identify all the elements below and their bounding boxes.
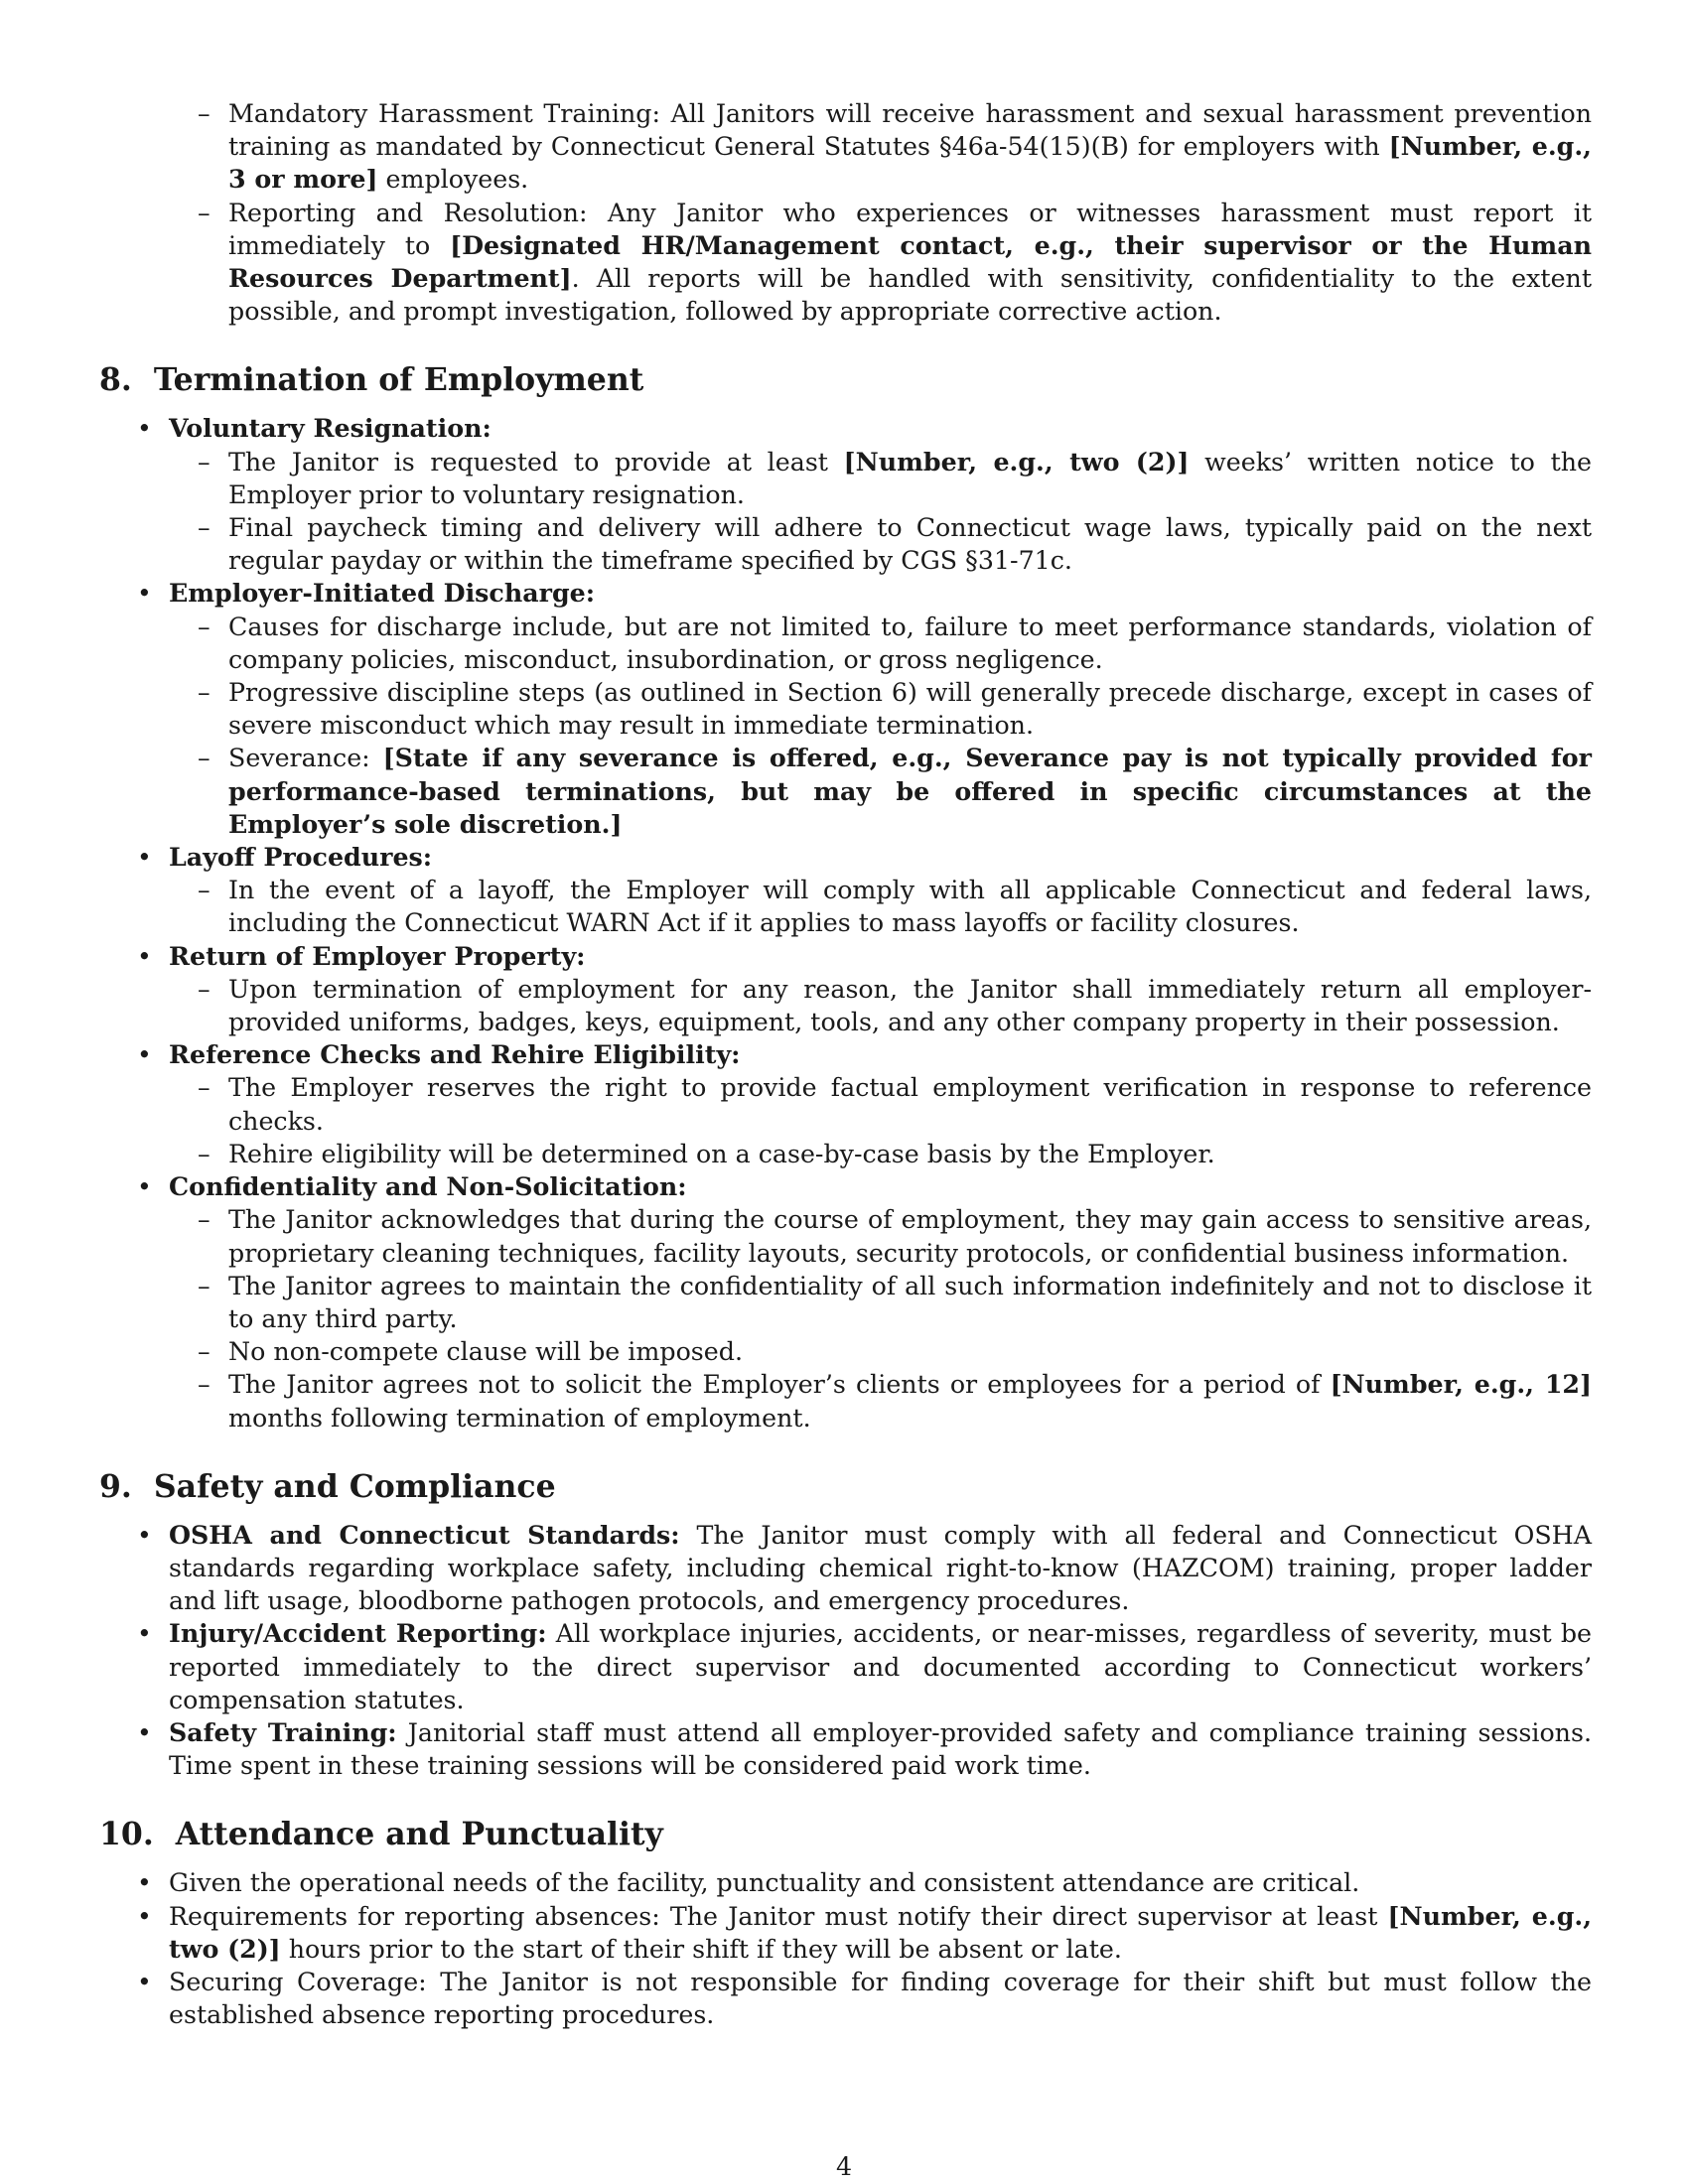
list-item: – Severance: [State if any severance is offered, e.g., Severance pay is not typically provided for performance-based terminations, but may be offered in specific circumstances at the Employer’s sole discretion.] xyxy=(169,742,1592,841)
section-9-heading: 9. Safety and Compliance xyxy=(99,1467,556,1505)
document-page xyxy=(99,97,1592,2031)
list-item: • OSHA and Connecticut Standards: The Janitor must comply with all federal and Connecticut OSHA standards regarding workplace safety, including chemical right-to-know (HAZCOM) training, proper ladder and lift usage, bloodborne pathogen protocols, and emergency procedures. xyxy=(99,1519,1592,1618)
page-number: 4 xyxy=(835,2152,853,2181)
list-item: – Final paycheck timing and delivery will adhere to Connecticut wage laws, typically paid on the next regular payday or within the timeframe specified by CGS §31-71c. xyxy=(169,511,1592,577)
list-item: • Securing Coverage: The Janitor is not responsible for finding coverage for their shift but must follow the established absence reporting procedures. xyxy=(99,1966,1592,2031)
list-item: – The Janitor agrees not to solicit the Employer’s clients or employees for a period of [Number, e.g., 12] months following termination of employment. xyxy=(169,1368,1592,1433)
list-item: • Voluntary Resignation: – The Janitor is requested to provide at least [Number, e.g., two (2)] weeks’ written notice to the Employer prior to voluntary resignation. – Final paycheck timing and delivery will adhere to Connecticut wage laws, typically paid on the next regular payday or within the timeframe specified by CGS §31-71c. xyxy=(99,412,1592,577)
list-item: • Reference Checks and Rehire Eligibility: – The Employer reserves the right to provide factual employment verification in response to reference checks. – Rehire eligibility will be determined on a case-by-case basis by the Employer. xyxy=(99,1038,1592,1170)
section-8-list xyxy=(99,412,1592,1433)
list-item: – Reporting and Resolution: Any Janitor who experiences or witnesses harassment must report it immediately to [Designated HR/Management contact, e.g., their supervisor or the Human Resources Department]. All reports will be handled with sensitivity, confidentiality to the extent possible, and prompt investigation, followed by appropriate corrective action. xyxy=(99,197,1592,329)
list-item: – The Janitor is requested to provide at least [Number, e.g., two (2)] weeks’ written notice to the Employer prior to voluntary resignation. xyxy=(169,446,1592,511)
list-item: – Progressive discipline steps (as outlined in Section 6) will generally precede discharge, except in cases of severe misconduct which may result in immediate termination. xyxy=(169,676,1592,742)
section-10-list xyxy=(99,1866,1592,2031)
list-item: – Upon termination of employment for any reason, the Janitor shall immediately return all employer-provided uniforms, badges, keys, equipment, tools, and any other company property in their possession. xyxy=(169,973,1592,1038)
list-item: – Rehire eligibility will be determined on a case-by-case basis by the Employer. xyxy=(169,1138,1592,1170)
list-item: • Confidentiality and Non-Solicitation: – The Janitor acknowledges that during the course of employment, they may gain access to sensitive areas, proprietary cleaning techniques, facility layouts, security protocols, or confidential business information. – The Janitor agrees to maintain the confidentiality of all such information indefinitely and not to disclose it to any third party. – No non-compete clause will be imposed. – The Janitor agrees not to solicit the Employer’s clients or employees for a period of [Number, e.g., 12] months following termination of employment. xyxy=(99,1170,1592,1434)
section-10-heading: 10. Attendance and Punctuality xyxy=(99,1816,663,1853)
list-item: • Safety Training: Janitorial staff must attend all employer-provided safety and compliance training sessions. Time spent in these training sessions will be considered paid work time. xyxy=(99,1716,1592,1782)
list-item: – Causes for discharge include, but are not limited to, failure to meet performance standards, violation of company policies, misconduct, insubordination, or gross negligence. xyxy=(169,611,1592,676)
list-item: – No non-compete clause will be imposed. xyxy=(169,1335,1592,1368)
harassment-sub-list xyxy=(99,97,1592,328)
list-item: – The Janitor agrees to maintain the confidentiality of all such information indefinitely and not to disclose it to any third party. xyxy=(169,1270,1592,1335)
list-item: – The Janitor acknowledges that during the course of employment, they may gain access to sensitive areas, proprietary cleaning techniques, facility layouts, security protocols, or confidential business information. xyxy=(169,1203,1592,1269)
section-9-list xyxy=(99,1519,1592,1783)
list-item: – Mandatory Harassment Training: All Janitors will receive harassment and sexual harassment prevention training as mandated by Connecticut General Statutes §46a-54(15)(B) for employers with [Number, e.g., 3 or more] employees. xyxy=(99,97,1592,197)
list-item: • Layoff Procedures: – In the event of a layoff, the Employer will comply with all applicable Connecticut and federal laws, including the Connecticut WARN Act if it applies to mass layoffs or facility closures. xyxy=(99,841,1592,940)
list-item: – In the event of a layoff, the Employer will comply with all applicable Connecticut and federal laws, including the Connecticut WARN Act if it applies to mass layoffs or facility closures. xyxy=(169,874,1592,939)
section-8-heading: 8. Termination of Employment xyxy=(99,361,644,399)
list-item: • Injury/Accident Reporting: All workplace injuries, accidents, or near-misses, regardless of severity, must be reported immediately to the direct supervisor and documented according to Connecticut workers’ compensation statutes. xyxy=(99,1617,1592,1716)
list-item: • Given the operational needs of the facility, punctuality and consistent attendance are critical. xyxy=(99,1866,1592,1899)
list-item: – The Employer reserves the right to provide factual employment verification in response to reference checks. xyxy=(169,1071,1592,1137)
list-item: • Requirements for reporting absences: The Janitor must notify their direct supervisor at least [Number, e.g., two (2)] hours prior to the start of their shift if they will be absent or late. xyxy=(99,1900,1592,1966)
list-item: • Return of Employer Property: – Upon termination of employment for any reason, the Janitor shall immediately return all employer-provided uniforms, badges, keys, equipment, tools, and any other company property in their possession. xyxy=(99,940,1592,1039)
list-item: • Employer-Initiated Discharge: – Causes for discharge include, but are not limited to, failure to meet performance standards, violation of company policies, misconduct, insubordination, or gross negligence. – Progressive discipline steps (as outlined in Section 6) will generally precede discharge, except in cases of severe misconduct which may result in immediate termination. – Severance: [State if any severance is offered, e.g., Severance pay is not typically provided for performance-based terminations, but may be offered in specific circumstances at the Employer’s sole discretion.] xyxy=(99,577,1592,841)
